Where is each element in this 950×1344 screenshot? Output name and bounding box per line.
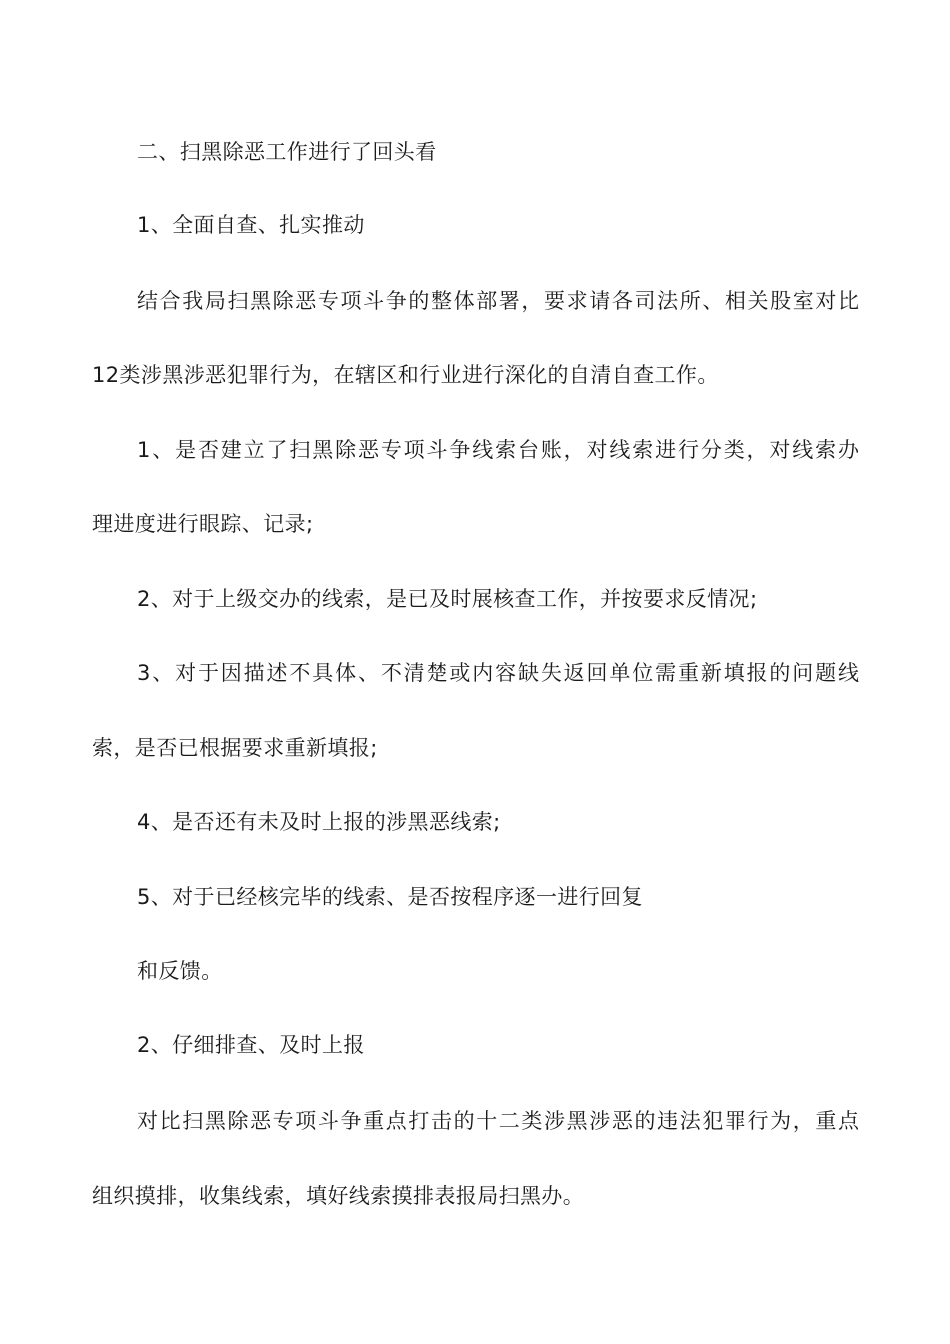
paragraph-line: 结合我局扫黑除恶专项斗争的整体部署，要求请各司法所、相关股室对比	[137, 289, 859, 313]
list-item-line: 1、是否建立了扫黑除恶专项斗争线索台账，对线索进行分类，对线索办	[137, 438, 859, 462]
list-item-line: 5、对于已经核完毕的线索、是否按程序逐一进行回复	[137, 885, 643, 909]
list-item-line: 和反馈。	[137, 959, 223, 983]
paragraph-line: 组织摸排，收集线索，填好线索摸排表报局扫黑办。	[92, 1184, 585, 1208]
subsection-heading: 1、全面自查、扎实推动	[137, 213, 365, 237]
paragraph-line: 12类涉黑涉恶犯罪行为，在辖区和行业进行深化的自清自查工作。	[92, 363, 719, 387]
paragraph-line: 对比扫黑除恶专项斗争重点打击的十二类涉黑涉恶的违法犯罪行为，重点	[137, 1109, 859, 1133]
list-item-line: 理进度进行眼踪、记录;	[92, 512, 314, 536]
section-heading: 二、扫黑除恶工作进行了回头看	[137, 140, 437, 164]
list-item-line: 索，是否已根据要求重新填报;	[92, 736, 378, 760]
list-item-line: 4、是否还有未及时上报的涉黑恶线索;	[137, 810, 501, 834]
list-item-line: 3、对于因描述不具体、不清楚或内容缺失返回单位需重新填报的问题线	[137, 661, 859, 685]
subsection-heading: 2、仔细排查、及时上报	[137, 1033, 365, 1057]
list-item-line: 2、对于上级交办的线索，是已及时展核查工作，并按要求反情况;	[137, 587, 758, 611]
